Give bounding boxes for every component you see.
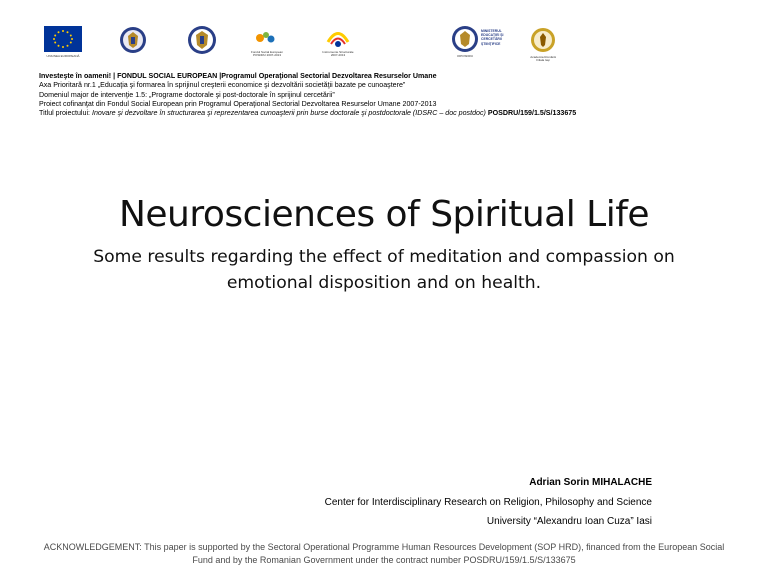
acknowledgement-footer: ACKNOWLEDGEMENT: This paper is supported by the Sectoral Operational Programme Human Resources Development (SOP HRD), financed from the European Social Fund and by the Romanian Government under the contract number POSDRU/159/1.5/S/133675 <box>43 542 725 565</box>
author-name: Adrian Sorin MIHALACHE <box>529 477 652 488</box>
slide-subtitle: Some results regarding the effect of meditation and compassion on emotional disposition and on health. <box>93 247 675 293</box>
header-line-programme: Investeşte în oameni! | FONDUL SOCIAL EUROPEAN |Programul Operaţional Sectorial Dezvoltarea Resurselor Umane <box>39 72 437 80</box>
structural-instruments-logo <box>325 27 351 49</box>
eu-logo-caption: UNIUNEA EUROPEANĂ <box>46 54 80 58</box>
romanian-academy-logo <box>530 26 556 54</box>
government-crest-logo <box>119 26 147 54</box>
logo-bar <box>0 0 768 70</box>
eu-flag-logo <box>44 26 82 54</box>
project-title: Inovare şi dezvoltare în structurarea şi reprezentarea cunoaşterii prin burse doctorale şi postdoctorale (IDSRC – doc postdoc) <box>91 109 488 118</box>
project-code: POSDRU/159/1.5/S/133675 <box>487 109 577 118</box>
oiposdru-crest-logo <box>451 25 479 53</box>
author-affiliation: Center for Interdisciplinary Research on Religion, Philosophy and Science <box>324 496 652 508</box>
header-line-project-title <box>39 109 759 118</box>
fse-logo <box>254 28 278 48</box>
romanian-academy-caption: Academia Română Filiala Iaşi <box>530 55 556 62</box>
ministry-text: MINISTERUL EDUCAŢIEI ŞI CERCETĂRII ŞTIINŢIFICE <box>481 29 504 46</box>
oiposdru-caption: OIPOSDRU <box>456 54 473 58</box>
government-crest-logo <box>187 25 217 55</box>
fse-logo-caption: Fondul Social European POSDRU 2007-2013 <box>250 50 284 57</box>
author-university: University “Alexandru Ioan Cuza” Iasi <box>486 516 652 527</box>
funding-header <box>39 72 759 118</box>
slide-title: Neurosciences of Spiritual Life <box>118 194 650 235</box>
header-line-intervention: Domeniul major de intervenţie 1.5: „Programe doctorale şi post-doctorale în sprijinul cercetării” <box>39 90 335 99</box>
header-line-cofinancing: Proiect cofinanţat din Fondul Social European prin Programul Operaţional Sectorial Dezvoltarea Resurselor Umane 2007-2013 <box>39 99 437 108</box>
structural-instruments-caption: Instrumente Structurale 2007-2013 <box>322 50 354 57</box>
header-line-priority-axis: Axa Prioritară nr.1 „Educaţia şi formarea în sprijinul creşterii economice şi dezvoltării societăţii bazate pe cunoaştere” <box>39 81 406 90</box>
author-block <box>325 473 652 532</box>
project-title-prefix: Titlul proiectului: <box>39 109 92 118</box>
